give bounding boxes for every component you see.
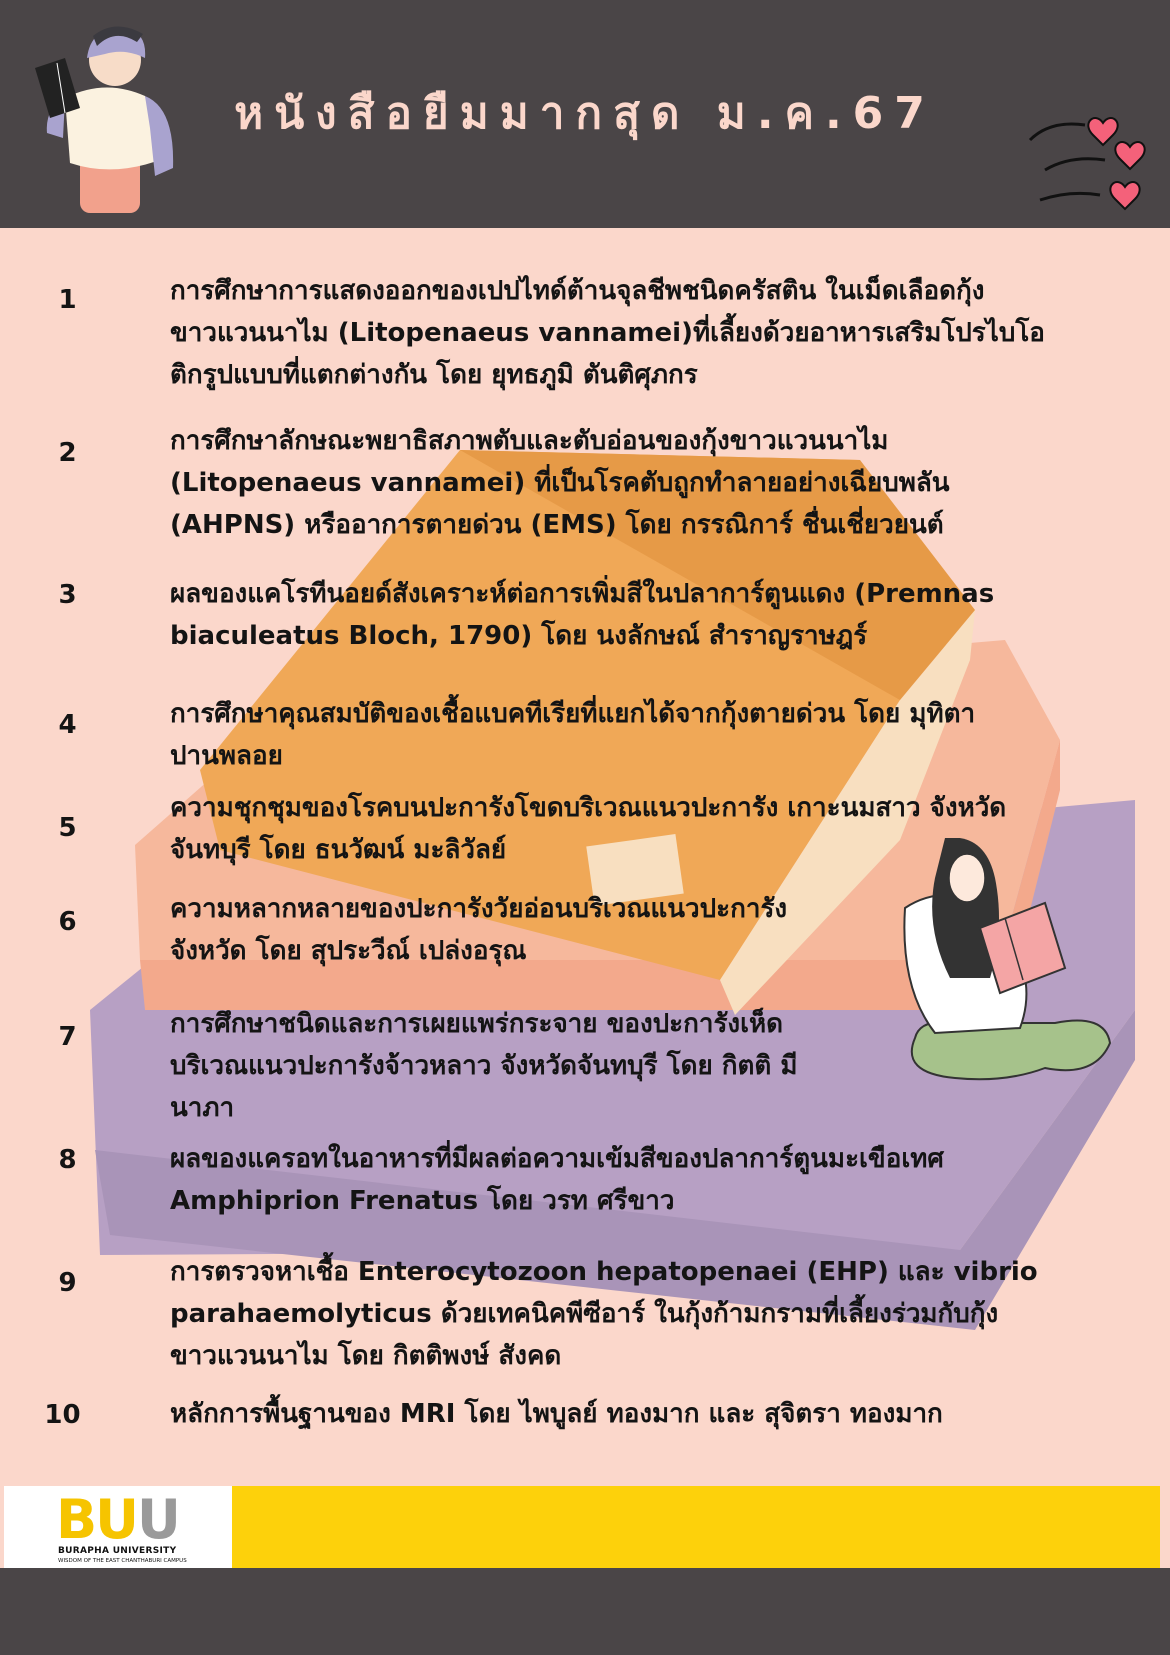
- item-number: 7: [58, 1022, 77, 1052]
- item-line: การตรวจหาเชื้อ Enterocytozoon hepatopenaei (EHP) และ vibrio: [170, 1257, 1038, 1287]
- item-title: [170, 1393, 1090, 1435]
- logo-letter: U: [95, 1488, 138, 1551]
- item-line: นาภา: [170, 1093, 235, 1123]
- item-line: หลักการพื้นฐานของ MRI โดย ไพบูลย์ ทองมาก และ สุจิตรา ทองมาก: [170, 1399, 943, 1429]
- item-title: [170, 787, 1090, 871]
- item-line: จังหวัด โดย สุประวีณ์ เปล่งอรุณ: [170, 936, 527, 966]
- item-number: 5: [58, 813, 77, 843]
- item-line: การศึกษาคุณสมบัติของเชื้อแบคทีเรียที่แยกได้จากกุ้งตายด่วน โดย มุทิตา: [170, 699, 976, 729]
- footer-bar: [0, 1568, 1170, 1655]
- logo-university-name: BURAPHA UNIVERSITY: [58, 1546, 177, 1556]
- item-line: จันทบุรี โดย ธนวัฒน์ มะลิวัลย์: [170, 835, 507, 865]
- item-line: ขาวแวนนาไม โดย กิตติพงษ์ สังคด: [170, 1341, 562, 1371]
- item-title: [170, 693, 1090, 777]
- item-line: ขาวแวนนาไม (Litopenaeus vannamei)ที่เลี้ยงด้วยอาหารเสริมโปรไบโอ: [170, 318, 1045, 348]
- footer-accent-bar: [232, 1486, 1160, 1568]
- item-line: parahaemolyticus ด้วยเทคนิคพีซีอาร์ ในกุ้งก้ามกรามที่เลี้ยงร่วมกับกุ้ง: [170, 1299, 999, 1329]
- page-title: หนังสือยืมมากสุด ม.ค.67: [234, 88, 936, 139]
- item-line: ผลของแคโรทีนอยด์สังเคราะห์ต่อการเพิ่มสีในปลาการ์ตูนแดง (Premnas: [170, 579, 995, 609]
- item-number: 4: [58, 710, 77, 740]
- logo-letter: U: [137, 1488, 179, 1551]
- item-number: 1: [58, 285, 77, 315]
- item-title: [170, 1003, 1090, 1129]
- item-line: biaculeatus Bloch, 1790) โดย นงลักษณ์ สำราญราษฎร์: [170, 621, 868, 651]
- item-title: [170, 1251, 1090, 1377]
- item-title: [170, 420, 1090, 546]
- item-line: ความชุกชุมของโรคบนปะการังโขดบริเวณแนวปะการัง เกาะนมสาว จังหวัด: [170, 793, 1007, 823]
- item-line: (Litopenaeus vannamei) ที่เป็นโรคตับถูกทำลายอย่างเฉียบพลัน: [170, 468, 950, 498]
- logo-letter: B: [56, 1488, 96, 1551]
- item-line: ติกรูปแบบที่แตกต่างกัน โดย ยุทธภูมิ ตันติศุภกร: [170, 360, 698, 390]
- item-line: การศึกษาการแสดงออกของเปปไทด์ต้านจุลชีพชนิดครัสติน ในเม็ดเลือดกุ้ง: [170, 276, 985, 306]
- item-number: 9: [58, 1268, 77, 1298]
- item-number: 6: [58, 907, 77, 937]
- item-number: 10: [44, 1400, 81, 1430]
- item-title: [170, 270, 1090, 396]
- item-number: 8: [58, 1145, 77, 1175]
- item-title: [170, 573, 1090, 657]
- item-title: [170, 1138, 1090, 1222]
- item-title: [170, 888, 1090, 972]
- item-line: ความหลากหลายของปะการังวัยอ่อนบริเวณแนวปะการัง: [170, 894, 788, 924]
- item-line: บริเวณแนวปะการังจ้าวหลาว จังหวัดจันทบุรี โดย กิตติ มี: [170, 1051, 798, 1081]
- item-line: ผลของแครอทในอาหารที่มีผลต่อความเข้มสีของปลาการ์ตูนมะเขือเทศ: [170, 1144, 944, 1174]
- item-number: 3: [58, 580, 77, 610]
- item-line: การศึกษาชนิดและการเผยแพร่กระจาย ของปะการังเห็ด: [170, 1009, 784, 1039]
- logo-tagline: WISDOM OF THE EAST CHANTHABURI CAMPUS: [58, 1558, 187, 1564]
- item-line: Amphiprion Frenatus โดย วรท ศรีขาว: [170, 1186, 675, 1216]
- item-number: 2: [58, 438, 77, 468]
- item-line: การศึกษาลักษณะพยาธิสภาพตับและตับอ่อนของกุ้งขาวแวนนาไม: [170, 426, 889, 456]
- item-line: (AHPNS) หรืออาการตายด่วน (EMS) โดย กรรณิการ์ ชื่นเชี่ยวยนต์: [170, 510, 944, 540]
- university-logo: [56, 1490, 179, 1550]
- item-line: ปานพลอย: [170, 741, 283, 771]
